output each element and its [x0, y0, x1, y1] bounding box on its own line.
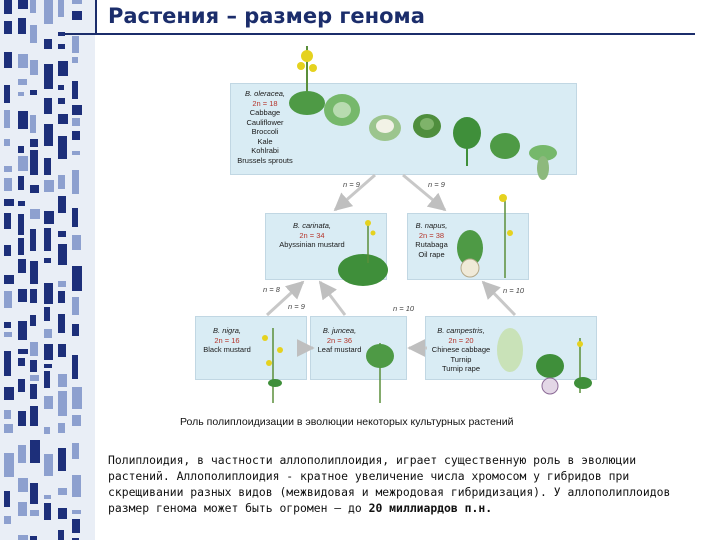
barcode-stripe — [4, 110, 10, 128]
species-campestris: B. campestris, — [437, 326, 485, 335]
barcode-stripe — [58, 508, 67, 519]
barcode-stripe — [72, 475, 81, 497]
plant-illustrations-oleracea — [289, 46, 557, 180]
body-paragraph-text: Полиплоидия, в частности аллополиплоидия, играет существенную роль в эволюции растений. Аллополиплоидия - кратное увеличение числа хромосом у гибридов при скрещивании разных видов (межвидовая и межродовая гибридизация). У аллополиплоидов размер генома может быть огромен – до — [108, 453, 671, 515]
species-oleracea: B. oleracea, — [244, 89, 286, 98]
crop-cabbage: Cabbage — [249, 108, 281, 117]
barcode-stripe — [18, 79, 27, 85]
barcode-stripe — [4, 199, 14, 206]
barcode-stripe — [58, 136, 67, 159]
barcode-stripe — [4, 166, 12, 172]
barcode-stripe — [44, 180, 54, 192]
barcode-stripe — [72, 235, 81, 250]
barcode-stripe — [30, 315, 36, 326]
barcode-stripe — [58, 391, 67, 416]
barcode-stripe — [18, 18, 26, 34]
body-paragraph-bold: 20 миллиардов п.н. — [368, 501, 493, 515]
barcode-stripe — [4, 424, 13, 433]
barcode-stripe — [44, 344, 53, 360]
chromosomes-campestris: 2n = 20 — [448, 335, 474, 345]
barcode-stripe — [72, 170, 79, 194]
barcode-stripe — [18, 92, 24, 96]
barcode-stripe — [30, 536, 37, 540]
barcode-stripe — [4, 491, 10, 507]
chromosomes-napus: 2n = 38 — [418, 230, 445, 240]
barcode-stripe — [44, 371, 50, 388]
barcode-stripe — [18, 445, 26, 463]
barcode-stripe — [58, 344, 66, 357]
label-napus — [409, 221, 454, 259]
barcode-stripe — [30, 229, 36, 251]
crop-oil-rape: Oil rape — [418, 249, 445, 259]
barcode-stripe — [18, 321, 27, 340]
barcode-stripe — [72, 131, 80, 140]
barcode-stripe — [44, 124, 53, 146]
barcode-stripe — [4, 139, 10, 146]
barcode-stripe — [72, 208, 78, 227]
barcode-stripe — [4, 410, 11, 419]
barcode-stripe — [58, 196, 66, 213]
barcode-stripe — [44, 427, 50, 434]
barcode-stripe — [4, 245, 11, 256]
barcode-stripe — [72, 81, 78, 99]
barcode-stripe — [58, 488, 67, 495]
barcode-stripe — [44, 158, 51, 175]
barcode-stripe — [58, 374, 67, 387]
barcode-stripe — [72, 519, 80, 533]
barcode-stripe — [4, 322, 11, 328]
barcode-stripe — [30, 360, 37, 372]
barcode-stripe — [4, 85, 10, 103]
barcode-stripe — [72, 105, 82, 115]
label-carinata — [267, 221, 357, 250]
barcode-stripe — [58, 423, 65, 433]
label-nigra — [197, 326, 257, 355]
barcode-stripe — [30, 115, 36, 133]
barcode-stripe — [72, 36, 79, 53]
barcode-stripe — [44, 503, 51, 520]
crop-cauliflower: Cauliflower — [246, 117, 284, 127]
barcode-stripe — [58, 448, 66, 471]
barcode-stripe — [58, 281, 66, 287]
barcode-stripe — [72, 11, 82, 20]
barcode-stripe — [18, 349, 28, 354]
barcode-stripe — [44, 454, 53, 476]
n-label-mid-right: n = 10 — [503, 286, 525, 295]
barcode-stripe — [30, 60, 38, 75]
barcode-stripe — [18, 358, 25, 366]
n-label-mid-left-b: n = 9 — [288, 302, 305, 311]
species-carinata: B. carinata, — [293, 221, 331, 230]
barcode-stripe — [18, 289, 27, 302]
barcode-stripe — [18, 54, 28, 68]
crop-rutabaga: Rutabaga — [415, 240, 448, 249]
barcode-stripe — [4, 178, 12, 191]
barcode-stripe — [58, 175, 65, 189]
barcode-stripe — [58, 61, 68, 76]
barcode-stripe — [58, 231, 66, 237]
n-label-mid-center: n = 10 — [393, 304, 415, 313]
barcode-stripe — [72, 510, 81, 514]
barcode-stripe — [72, 118, 80, 126]
barcode-stripe — [72, 266, 82, 291]
barcode-stripe — [4, 213, 11, 229]
barcode-stripe — [4, 332, 12, 337]
diagram-caption: Роль полиплоидизации в эволюции некоторых культурных растений — [180, 416, 514, 428]
plant-illustrations-juncea — [366, 343, 394, 403]
barcode-stripe — [44, 364, 52, 368]
species-nigra: B. nigra, — [213, 326, 241, 335]
plant-illustrations-campestris — [497, 328, 592, 394]
barcode-stripe — [58, 98, 65, 104]
barcode-stripe — [72, 415, 81, 426]
label-oleracea — [235, 89, 295, 165]
plant-illustrations-napus — [457, 194, 513, 278]
barcode-stripe — [72, 324, 79, 336]
barcode-stripe — [30, 139, 38, 147]
barcode-stripe — [18, 379, 25, 392]
barcode-stripe — [44, 329, 52, 338]
barcode-stripe — [72, 0, 82, 4]
barcode-stripe — [72, 387, 82, 409]
page-title: Растения – размер генома — [108, 4, 425, 28]
barcode-stripe — [18, 535, 28, 540]
chromosomes-oleracea: 2n = 18 — [252, 98, 278, 108]
barcode-stripe — [18, 238, 24, 255]
n-label-top-right: n = 9 — [428, 180, 445, 189]
barcode-stripe — [58, 314, 65, 333]
barcode-stripe — [30, 90, 37, 95]
barcode-stripe — [58, 291, 65, 303]
crop-turnip: Turnip — [450, 354, 472, 364]
barcode-stripe — [18, 411, 26, 426]
crop-abyssinian-mustard: Abyssinian mustard — [279, 240, 345, 249]
barcode-stripe — [4, 21, 12, 34]
barcode-stripe — [72, 355, 78, 379]
barcode-stripe — [30, 261, 38, 284]
crop-chinese-cabbage: Chinese cabbage — [431, 345, 491, 354]
barcode-stripe — [30, 0, 36, 13]
barcode-stripe — [4, 0, 12, 14]
barcode-stripe — [58, 85, 64, 90]
barcode-stripe — [4, 275, 14, 284]
barcode-stripe — [18, 478, 28, 492]
barcode-stripe — [30, 342, 38, 356]
barcode-stripe — [72, 151, 80, 155]
barcode-stripe — [44, 39, 52, 49]
decorative-sidebar — [0, 0, 95, 540]
barcode-stripe — [30, 384, 37, 399]
chromosomes-juncea: 2n = 36 — [326, 335, 353, 345]
barcode-stripe — [58, 32, 65, 36]
barcode-stripe — [4, 291, 12, 308]
chromosomes-nigra: 2n = 16 — [214, 335, 240, 345]
barcode-stripe — [4, 387, 14, 400]
title-underline — [65, 33, 695, 35]
barcode-stripe — [30, 25, 37, 43]
label-juncea — [312, 326, 367, 355]
title-vertical-rule — [95, 0, 97, 34]
barcode-stripe — [58, 244, 67, 265]
n-label-top-left: n = 9 — [343, 180, 360, 189]
barcode-stripe — [30, 185, 39, 193]
barcode-stripe — [44, 98, 52, 114]
barcode-stripe — [58, 530, 64, 540]
barcode-stripe — [18, 176, 24, 190]
barcode-stripe — [44, 64, 53, 89]
crop-black-mustard: Black mustard — [203, 345, 251, 354]
barcode-stripe — [18, 0, 28, 9]
crop-leaf-mustard: Leaf mustard — [317, 345, 362, 354]
barcode-stripe — [4, 453, 14, 477]
crop-kohlrabi: Kohlrabi — [251, 146, 279, 155]
barcode-stripe — [4, 351, 11, 376]
barcode-stripe — [30, 209, 40, 219]
barcode-stripe — [44, 0, 53, 24]
barcode-stripe — [18, 111, 28, 129]
barcode-stripe — [58, 44, 65, 49]
barcode-stripe — [44, 228, 51, 251]
barcode-stripe — [18, 156, 28, 171]
plant-illustrations-nigra — [262, 328, 283, 403]
barcode-stripe — [30, 510, 39, 516]
barcode-stripe — [44, 211, 54, 224]
label-campestris — [428, 326, 494, 374]
barcode-stripe — [44, 307, 50, 321]
barcode-stripe — [30, 483, 38, 504]
barcode-stripe — [44, 283, 53, 304]
n-label-mid-left-a: n = 8 — [263, 285, 280, 294]
barcode-stripe — [72, 443, 79, 459]
crop-turnip-rape: Turnip rape — [441, 364, 481, 373]
barcode-stripe — [30, 375, 39, 381]
chromosomes-carinata: 2n = 34 — [299, 230, 325, 240]
crop-brussels-sprouts: Brussels sprouts — [237, 155, 293, 165]
arrow-juncea-carinata — [320, 282, 345, 315]
barcode-stripe — [30, 289, 37, 303]
barcode-stripe — [72, 57, 78, 63]
body-paragraph — [108, 452, 704, 516]
barcode-stripe — [18, 146, 24, 153]
barcode-stripe — [44, 258, 51, 263]
crop-kale: Kale — [257, 136, 273, 146]
barcode-stripe — [30, 440, 40, 463]
barcode-stripe — [18, 502, 27, 516]
barcode-stripe — [44, 396, 53, 409]
barcode-stripe — [58, 114, 68, 124]
barcode-stripe — [18, 259, 26, 273]
species-juncea: B. juncea, — [322, 326, 357, 335]
barcode-stripe — [44, 495, 51, 499]
barcode-stripe — [72, 297, 79, 315]
barcode-stripe — [30, 150, 38, 175]
species-napus: B. napus, — [415, 221, 448, 230]
crop-broccoli: Broccoli — [251, 127, 279, 136]
barcode-stripe — [4, 516, 11, 524]
barcode-stripe — [18, 201, 25, 206]
barcode-stripe — [58, 0, 64, 17]
barcode-stripe — [18, 214, 24, 235]
polyploidy-diagram — [185, 38, 610, 403]
barcode-stripe — [4, 52, 12, 68]
barcode-stripe — [30, 406, 38, 426]
